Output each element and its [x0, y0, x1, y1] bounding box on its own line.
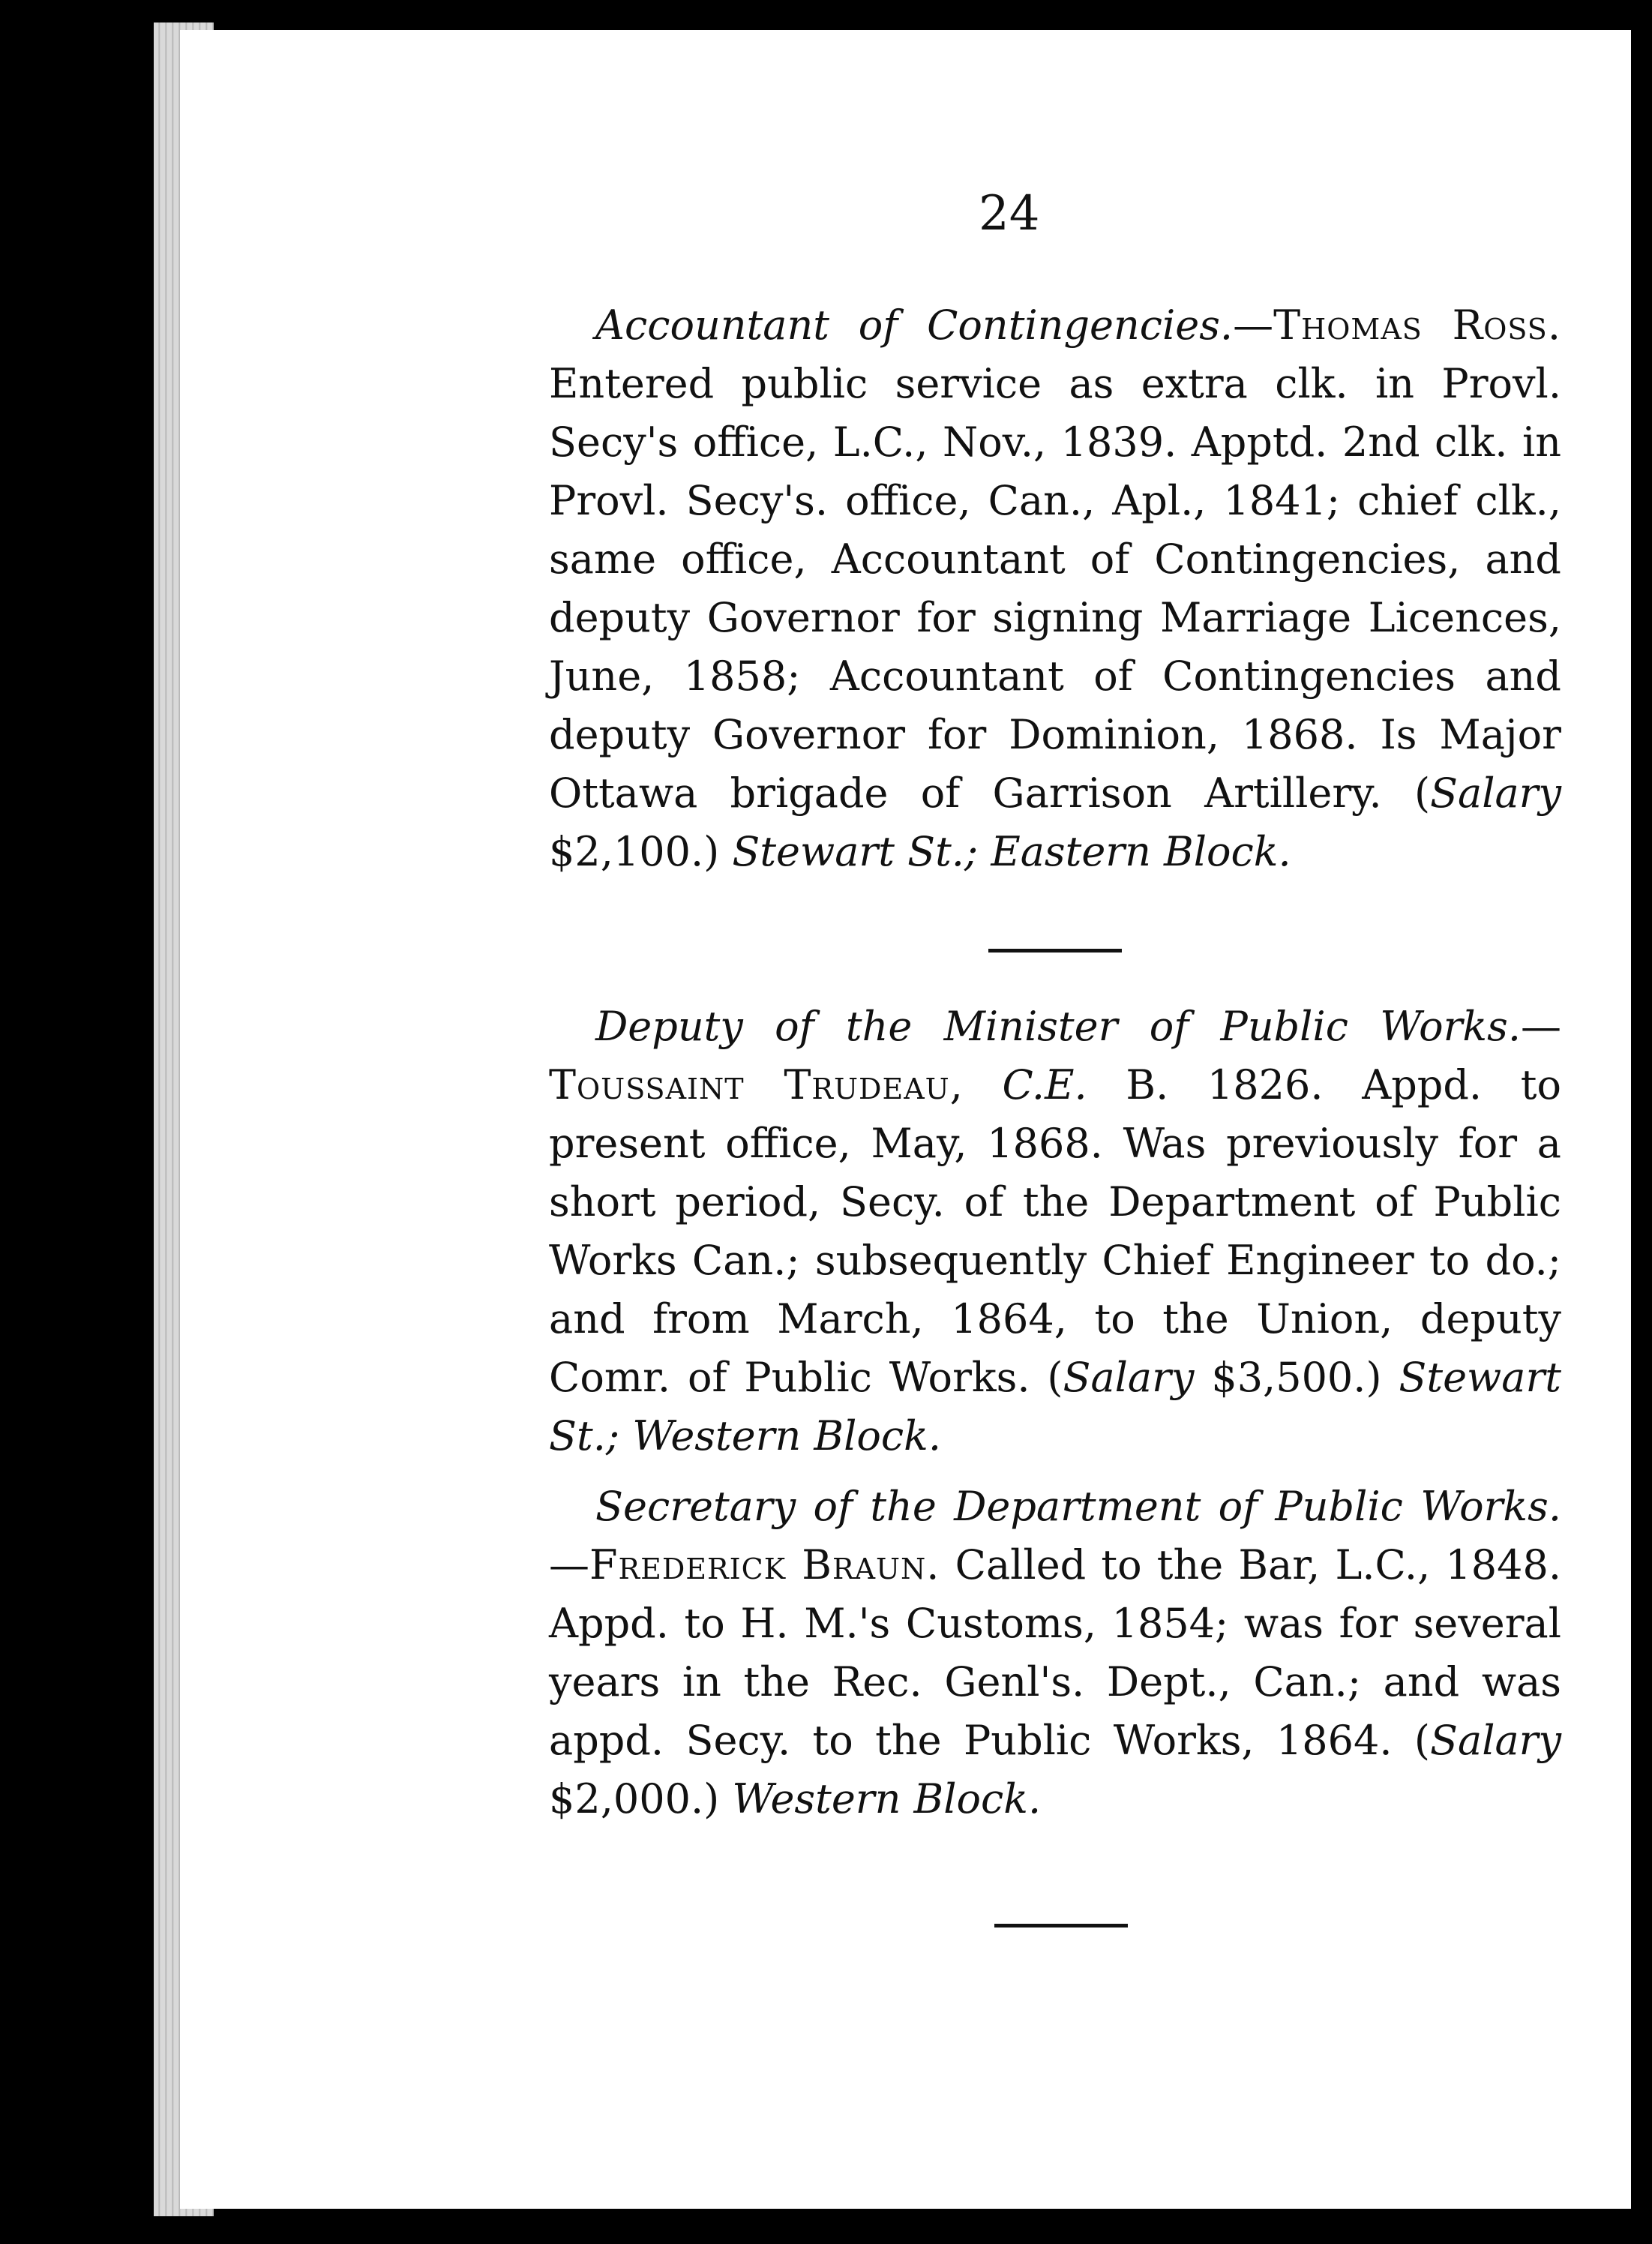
entry-dash: —: [549, 1541, 589, 1588]
section-divider: [994, 1924, 1128, 1928]
entry-body: Called to the Bar, L.C., 1848. Appd. to H. M.'s Customs, 1854; was for several years in the Rec. Genl's. Dept., Can.; and was appd. Secy. to the Public Works, 1864. (: [549, 1541, 1561, 1764]
entry-salary-value: $2,100.): [549, 828, 733, 875]
entry-salary-label: Salary: [1063, 1354, 1195, 1401]
entry-body: B. 1826. Appd. to present office, May, 1868. Was previously for a short period, Secy. of the Department of Public Works Can.; subsequently Chief Engineer to do.; and from March, 1864, to the Union, deputy Comr. of Public Works. (: [549, 1061, 1561, 1401]
entry-salary-label: Salary: [1430, 770, 1561, 817]
entry-salary-label: Salary: [1430, 1717, 1561, 1764]
entry-title: Secretary of the Department of Public Works.: [595, 1483, 1561, 1530]
section-divider: [988, 949, 1122, 952]
entry-body: Entered public service as extra clk. in Provl. Secy's office, L.C., Nov., 1839. Apptd. 2nd clk. in Provl. Secy's. office, Can., Apl., 1841; chief clk., same office, Accountant of Contingencies, and deputy Governor for signing Marriage Licences, June, 1858; Accountant of Contingencies and deputy Governor for Dominion, 1868. Is Major Ottawa brigade of Garrison Artillery. (: [549, 360, 1561, 817]
entry-dash: —: [1521, 1003, 1561, 1050]
entry-title: Deputy of the Minister of Public Works.: [595, 1003, 1521, 1050]
entry-name: Toussaint Trudeau,: [549, 1061, 964, 1108]
entry-deputy-minister-public-works: [549, 998, 1561, 1466]
entry-title: Accountant of Contingencies.: [595, 302, 1234, 349]
entry-address: Western Block.: [732, 1775, 1042, 1822]
entry-qualification: C.E.: [963, 1061, 1087, 1108]
entry-name: Thomas Ross.: [1273, 302, 1561, 349]
page-number: 24: [979, 186, 1040, 242]
entry-salary-value: $3,500.): [1194, 1354, 1399, 1401]
entry-address: Stewart St.; Eastern Block.: [732, 828, 1291, 875]
entry-dash: —: [1233, 302, 1274, 349]
entry-name: Frederick Braun.: [589, 1541, 940, 1588]
entry-salary-value: $2,000.): [549, 1775, 733, 1822]
entry-accountant-of-contingencies: [549, 296, 1561, 881]
entry-secretary-public-works: [549, 1478, 1561, 1828]
entry-address: Stewart St.; Western Block.: [549, 1354, 1561, 1460]
